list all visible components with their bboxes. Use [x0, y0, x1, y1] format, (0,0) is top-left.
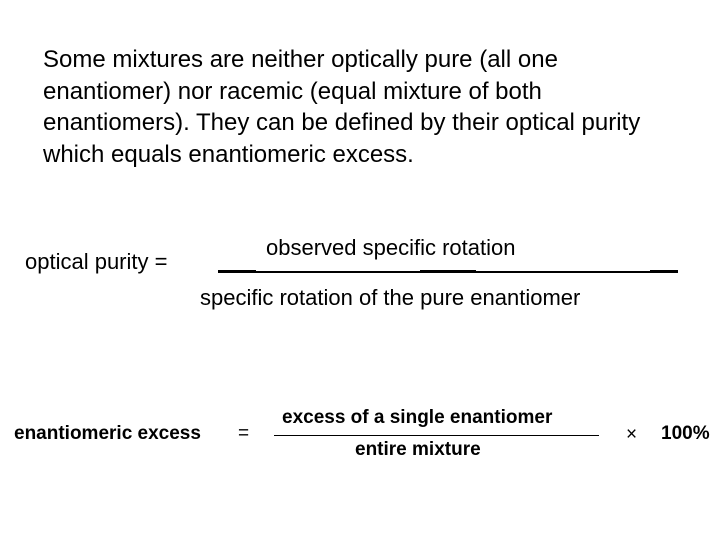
enantiomeric-excess-label: enantiomeric excess — [14, 423, 201, 444]
fraction-bar — [274, 435, 599, 436]
optical-purity-numerator: observed specific rotation — [266, 235, 516, 260]
optical-purity-denominator: specific rotation of the pure enantiomer — [200, 285, 581, 310]
multiply-sign: × — [626, 424, 638, 445]
intro-paragraph: Some mixtures are neither optically pure (all one enantiomer) nor racemic (equal mixture of both enantiomers). They can be defined by their optical purity which equals enantiomeric excess. — [43, 46, 641, 168]
enantiomeric-excess-denominator: entire mixture — [355, 439, 481, 460]
fraction-bar-segment — [650, 270, 678, 273]
enantiomeric-excess-numerator: excess of a single enantiomer — [282, 407, 553, 428]
equals-sign: = — [238, 423, 250, 444]
percent-value: 100% — [661, 423, 710, 444]
fraction-bar-segment — [218, 270, 256, 273]
fraction-bar-segment — [420, 270, 476, 273]
fraction-bar-segment — [256, 271, 420, 273]
optical-purity-label: optical purity = — [25, 249, 168, 274]
fraction-bar-segment — [476, 271, 650, 273]
